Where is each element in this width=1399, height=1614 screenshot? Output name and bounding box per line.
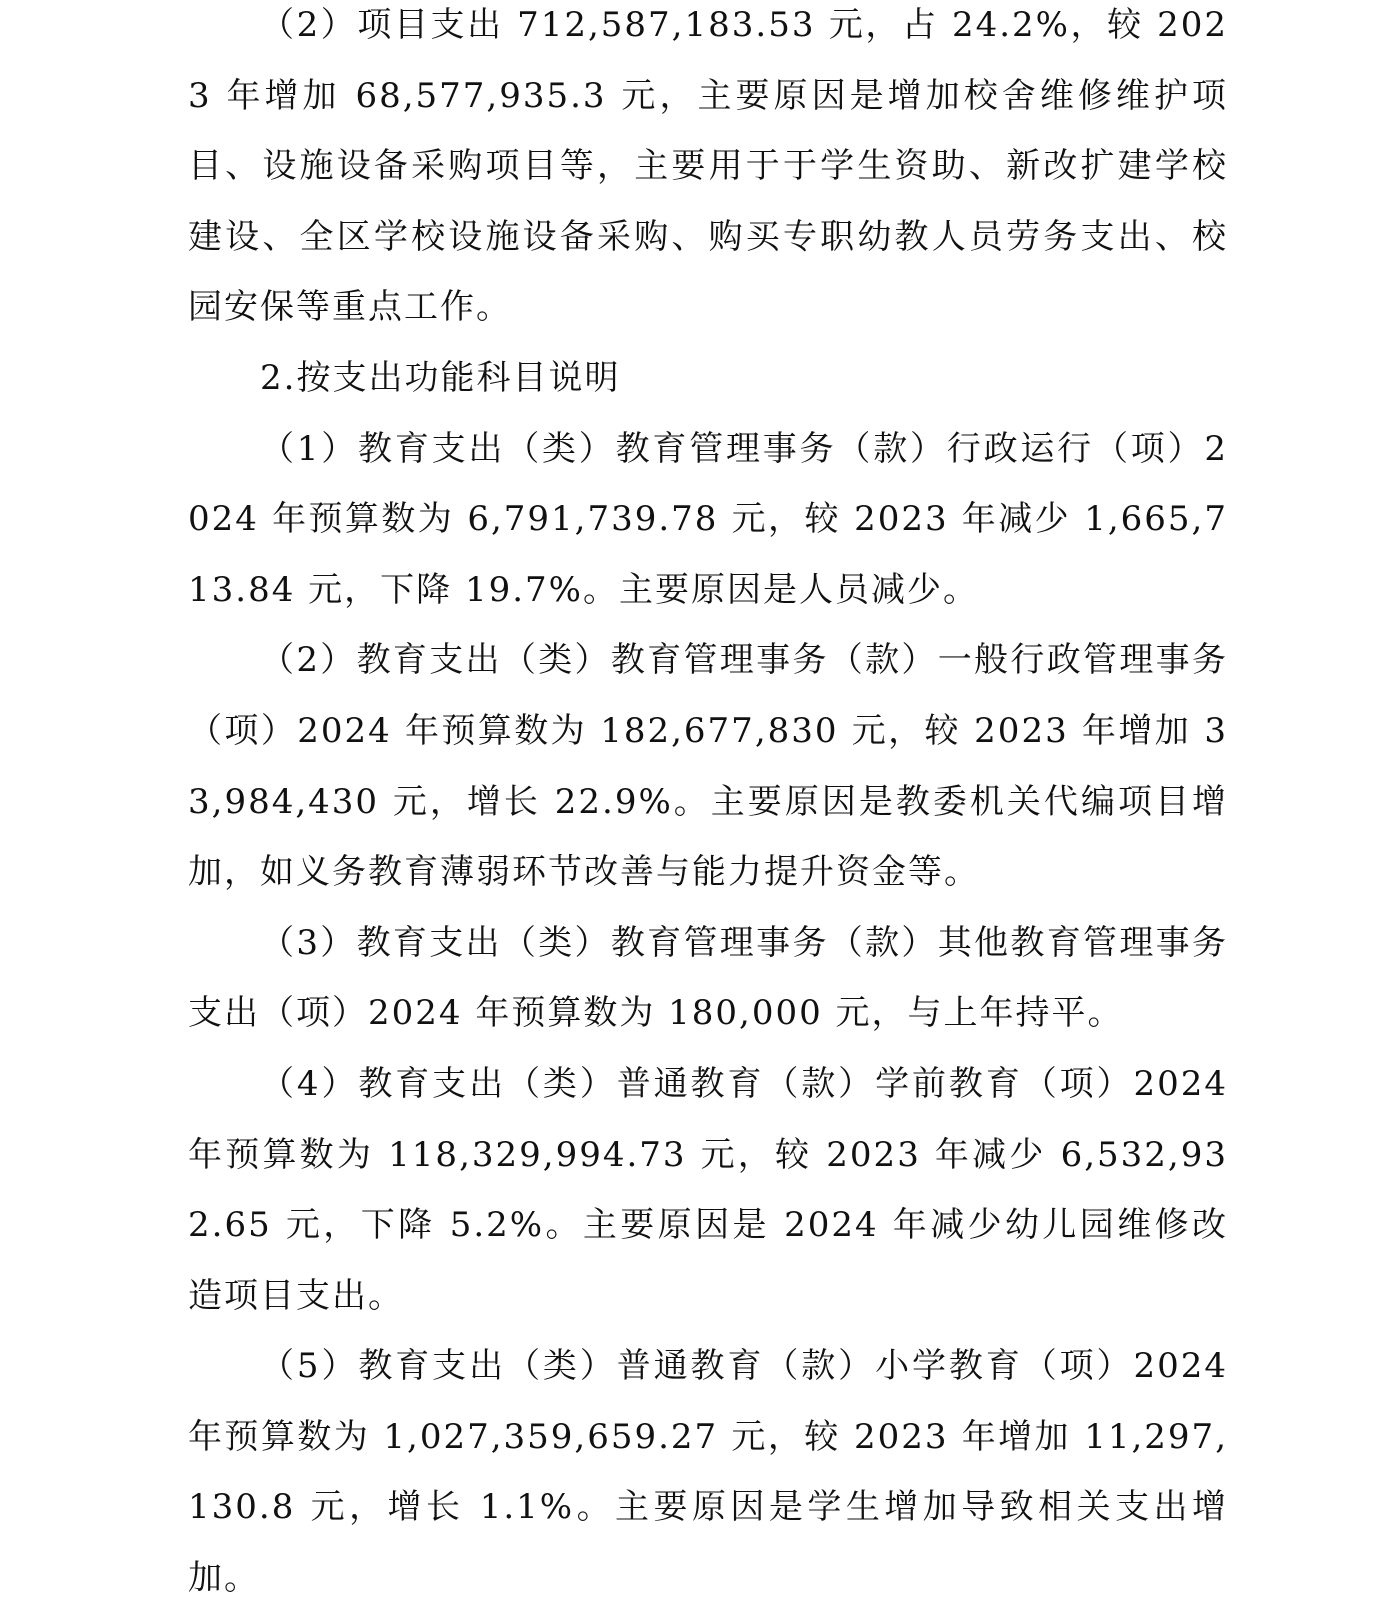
paragraph-preschool-education: （4）教育支出（类）普通教育（款）学前教育（项）2024 年预算数为 118,329,994.73 元，较 2023 年减少 6,532,932.65 元，下降 5.2%。主要原因是 2024 年减少幼儿园维修改造项目支出。 <box>188 1063 1228 1316</box>
section-heading-functional-subjects: 2.按支出功能科目说明 <box>260 357 621 398</box>
document-page <box>188 0 1228 1614</box>
paragraph-project-expenditure: （2）项目支出 712,587,183.53 元，占 24.2%，较 2023 年增加 68,577,935.3 元，主要原因是增加校舍维修维护项目、设施设备采购项目等，主要用于于学生资助、新改扩建学校建设、全区学校设施设备采购、购买专职幼教人员劳务支出、校园安保等重点工作。 <box>188 5 1228 328</box>
paragraph-primary-education: （5）教育支出（类）普通教育（款）小学教育（项）2024 年预算数为 1,027,359,659.27 元，较 2023 年增加 11,297,130.8 元，增长 1.1%。主要原因是学生增加导致相关支出增加。 <box>188 1346 1228 1599</box>
paragraph-general-administration: （2）教育支出（类）教育管理事务（款）一般行政管理事务（项）2024 年预算数为 182,677,830 元，较 2023 年增加 33,984,430 元，增长 22.9%。主要原因是教委机关代编项目增加，如义务教育薄弱环节改善与能力提升资金等。 <box>188 640 1228 893</box>
paragraph-administrative-operation: （1）教育支出（类）教育管理事务（款）行政运行（项）2024 年预算数为 6,791,739.78 元，较 2023 年减少 1,665,713.84 元，下降 19.7%。主要原因是人员减少。 <box>188 428 1228 610</box>
paragraph-other-education-management: （3）教育支出（类）教育管理事务（款）其他教育管理事务支出（项）2024 年预算数为 180,000 元，与上年持平。 <box>188 922 1228 1034</box>
